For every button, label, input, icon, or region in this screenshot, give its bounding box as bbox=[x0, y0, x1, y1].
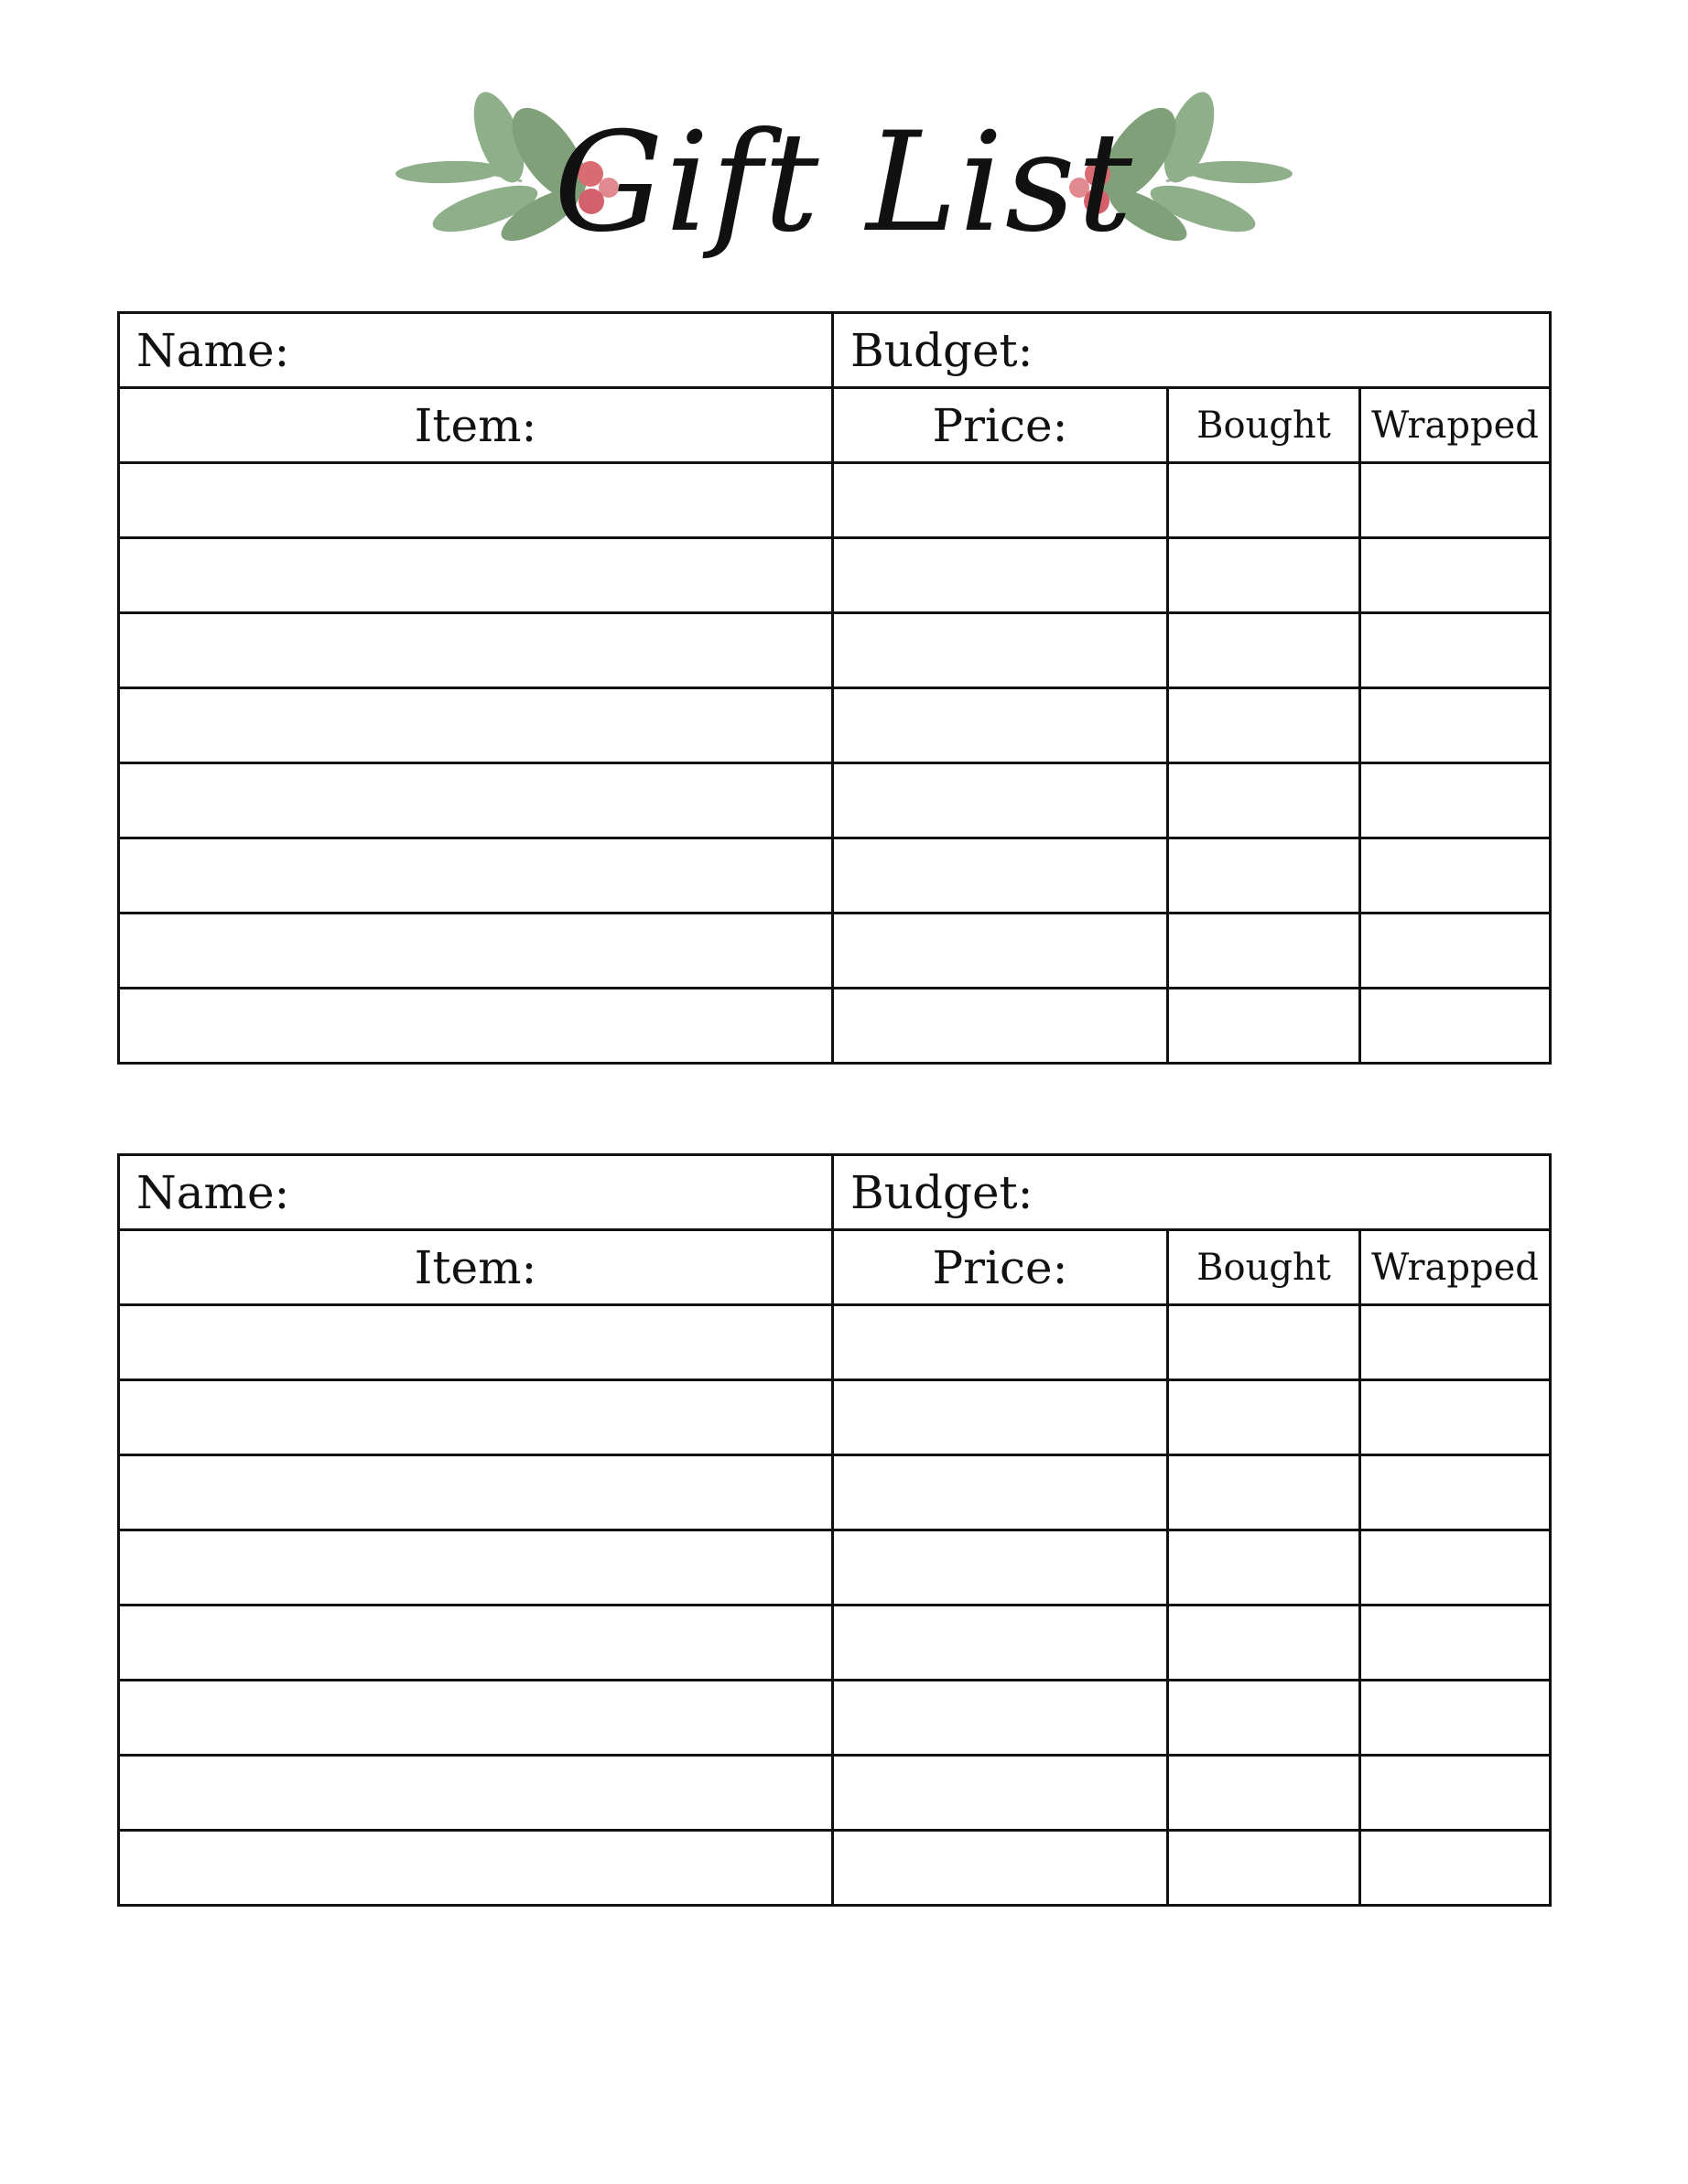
wrapped-checkbox[interactable] bbox=[1360, 538, 1551, 613]
table-row bbox=[119, 1606, 1551, 1681]
bought-checkbox[interactable] bbox=[1168, 613, 1360, 688]
bought-checkbox[interactable] bbox=[1168, 1681, 1360, 1756]
gift-table-2 bbox=[117, 1153, 1552, 1907]
bought-checkbox[interactable] bbox=[1168, 1305, 1360, 1380]
price-cell[interactable] bbox=[833, 613, 1168, 688]
item-cell[interactable] bbox=[119, 688, 833, 763]
price-cell[interactable] bbox=[833, 1455, 1168, 1530]
wrapped-checkbox[interactable] bbox=[1360, 1606, 1551, 1681]
name-field[interactable]: Name: bbox=[119, 313, 833, 388]
wrapped-checkbox[interactable] bbox=[1360, 763, 1551, 838]
item-cell[interactable] bbox=[119, 1380, 833, 1455]
bought-checkbox[interactable] bbox=[1168, 1756, 1360, 1831]
wrapped-checkbox[interactable] bbox=[1360, 989, 1551, 1064]
bought-checkbox[interactable] bbox=[1168, 838, 1360, 914]
item-cell[interactable] bbox=[119, 1530, 833, 1606]
bought-column-header: Bought bbox=[1168, 1230, 1360, 1305]
wrapped-checkbox[interactable] bbox=[1360, 1831, 1551, 1906]
bought-checkbox[interactable] bbox=[1168, 688, 1360, 763]
bought-checkbox[interactable] bbox=[1168, 914, 1360, 989]
price-cell[interactable] bbox=[833, 1380, 1168, 1455]
table-row bbox=[119, 1305, 1551, 1380]
table-row bbox=[119, 1831, 1551, 1906]
price-cell[interactable] bbox=[833, 914, 1168, 989]
item-cell[interactable] bbox=[119, 538, 833, 613]
table-row bbox=[119, 763, 1551, 838]
bought-checkbox[interactable] bbox=[1168, 463, 1360, 538]
column-header-row bbox=[119, 388, 1551, 463]
item-cell[interactable] bbox=[119, 1606, 833, 1681]
wrapped-checkbox[interactable] bbox=[1360, 914, 1551, 989]
table-row bbox=[119, 989, 1551, 1064]
price-cell[interactable] bbox=[833, 838, 1168, 914]
price-column-header: Price: bbox=[833, 1230, 1168, 1305]
item-cell[interactable] bbox=[119, 989, 833, 1064]
item-cell[interactable] bbox=[119, 1305, 833, 1380]
wrapped-checkbox[interactable] bbox=[1360, 688, 1551, 763]
item-cell[interactable] bbox=[119, 1756, 833, 1831]
item-cell[interactable] bbox=[119, 763, 833, 838]
table-row bbox=[119, 613, 1551, 688]
page-title: Gift List bbox=[553, 103, 1135, 263]
item-column-header: Item: bbox=[119, 388, 833, 463]
bought-checkbox[interactable] bbox=[1168, 1530, 1360, 1606]
table-row bbox=[119, 1530, 1551, 1606]
table-row bbox=[119, 1455, 1551, 1530]
name-budget-row bbox=[119, 1155, 1551, 1230]
table-row bbox=[119, 1380, 1551, 1455]
bought-checkbox[interactable] bbox=[1168, 1606, 1360, 1681]
wrapped-checkbox[interactable] bbox=[1360, 1305, 1551, 1380]
price-cell[interactable] bbox=[833, 1681, 1168, 1756]
price-cell[interactable] bbox=[833, 1305, 1168, 1380]
item-cell[interactable] bbox=[119, 838, 833, 914]
item-cell[interactable] bbox=[119, 463, 833, 538]
budget-field[interactable]: Budget: bbox=[833, 1155, 1551, 1230]
wrapped-column-header: Wrapped bbox=[1360, 388, 1551, 463]
item-cell[interactable] bbox=[119, 1455, 833, 1530]
budget-field[interactable]: Budget: bbox=[833, 313, 1551, 388]
bought-checkbox[interactable] bbox=[1168, 1831, 1360, 1906]
wrapped-checkbox[interactable] bbox=[1360, 1756, 1551, 1831]
price-column-header: Price: bbox=[833, 388, 1168, 463]
wrapped-checkbox[interactable] bbox=[1360, 838, 1551, 914]
price-cell[interactable] bbox=[833, 463, 1168, 538]
price-cell[interactable] bbox=[833, 1831, 1168, 1906]
bought-column-header: Bought bbox=[1168, 388, 1360, 463]
table-row bbox=[119, 838, 1551, 914]
table-row bbox=[119, 463, 1551, 538]
bought-checkbox[interactable] bbox=[1168, 763, 1360, 838]
price-cell[interactable] bbox=[833, 688, 1168, 763]
item-cell[interactable] bbox=[119, 1681, 833, 1756]
name-budget-row bbox=[119, 313, 1551, 388]
price-cell[interactable] bbox=[833, 1756, 1168, 1831]
price-cell[interactable] bbox=[833, 989, 1168, 1064]
name-field[interactable]: Name: bbox=[119, 1155, 833, 1230]
item-cell[interactable] bbox=[119, 914, 833, 989]
table-row bbox=[119, 914, 1551, 989]
bought-checkbox[interactable] bbox=[1168, 1380, 1360, 1455]
wrapped-checkbox[interactable] bbox=[1360, 463, 1551, 538]
wrapped-checkbox[interactable] bbox=[1360, 1380, 1551, 1455]
price-cell[interactable] bbox=[833, 1606, 1168, 1681]
page-header bbox=[0, 73, 1688, 293]
item-cell[interactable] bbox=[119, 1831, 833, 1906]
item-cell[interactable] bbox=[119, 613, 833, 688]
bought-checkbox[interactable] bbox=[1168, 1455, 1360, 1530]
table-row bbox=[119, 1681, 1551, 1756]
item-column-header: Item: bbox=[119, 1230, 833, 1305]
wrapped-checkbox[interactable] bbox=[1360, 1455, 1551, 1530]
bought-checkbox[interactable] bbox=[1168, 989, 1360, 1064]
wrapped-checkbox[interactable] bbox=[1360, 1530, 1551, 1606]
wrapped-column-header: Wrapped bbox=[1360, 1230, 1551, 1305]
wrapped-checkbox[interactable] bbox=[1360, 1681, 1551, 1756]
price-cell[interactable] bbox=[833, 763, 1168, 838]
table-row bbox=[119, 538, 1551, 613]
gift-table-1 bbox=[117, 311, 1552, 1065]
wrapped-checkbox[interactable] bbox=[1360, 613, 1551, 688]
price-cell[interactable] bbox=[833, 1530, 1168, 1606]
column-header-row bbox=[119, 1230, 1551, 1305]
table-row bbox=[119, 1756, 1551, 1831]
table-row bbox=[119, 688, 1551, 763]
bought-checkbox[interactable] bbox=[1168, 538, 1360, 613]
price-cell[interactable] bbox=[833, 538, 1168, 613]
